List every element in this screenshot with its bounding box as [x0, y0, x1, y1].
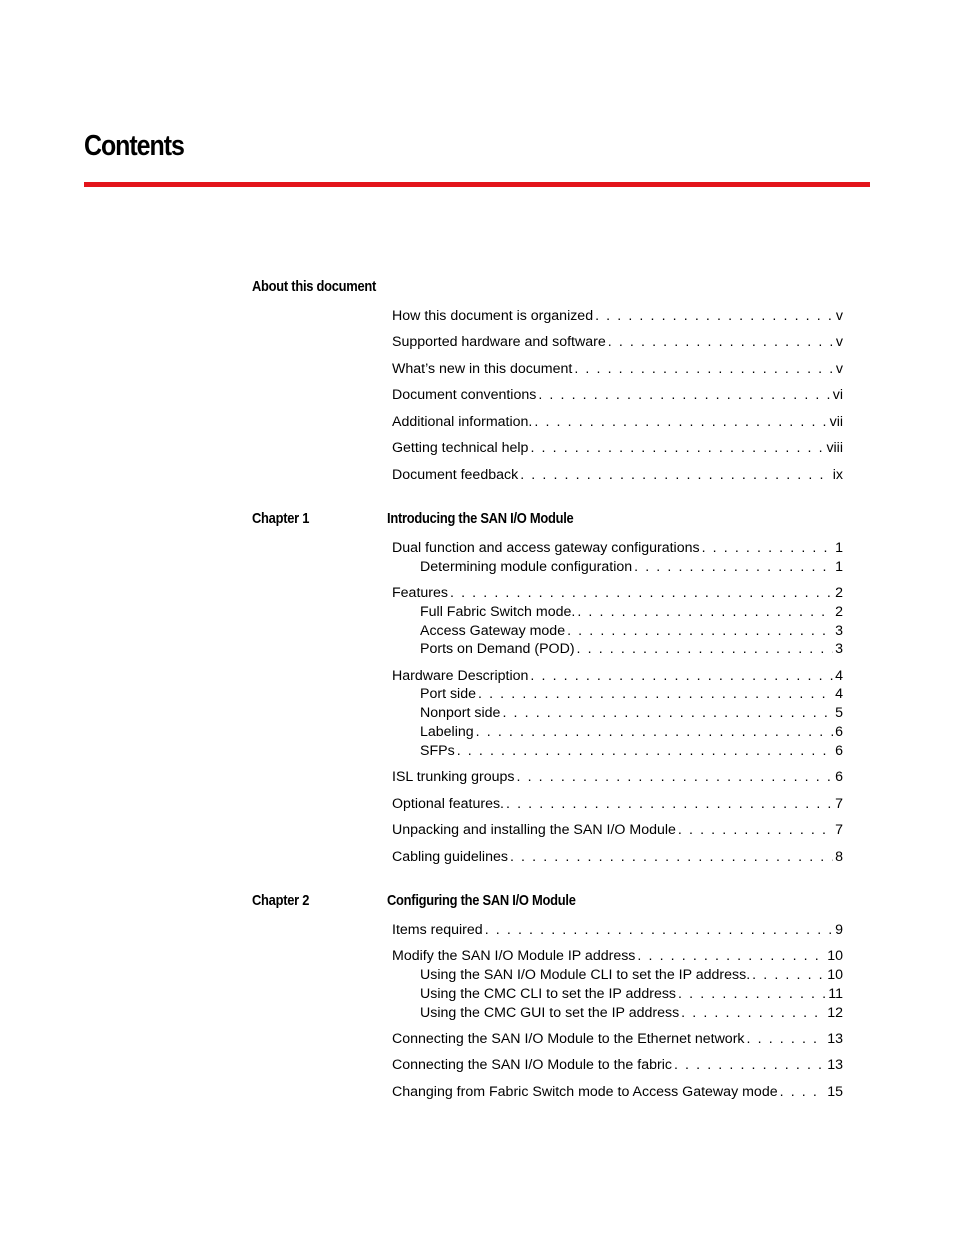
toc-entry[interactable] [392, 440, 843, 458]
toc-leader [567, 623, 833, 639]
toc-entry[interactable] [392, 822, 843, 840]
toc-leader [450, 585, 833, 601]
toc-entry-text: Unpacking and installing the SAN I/O Module [392, 822, 676, 838]
toc-page: 1 [835, 540, 843, 556]
toc-entry[interactable] [392, 467, 843, 485]
toc-page: v [835, 361, 843, 377]
toc-entry-text: Nonport side [420, 705, 501, 721]
toc-page: 10 [827, 948, 843, 964]
toc-page: ix [832, 467, 843, 483]
toc-page: 3 [835, 623, 843, 639]
toc-entry-text: Cabling guidelines [392, 849, 508, 865]
toc-entry[interactable] [392, 796, 843, 814]
toc-page: v [835, 308, 843, 324]
about-heading: About this document [252, 278, 377, 295]
toc-entry[interactable] [420, 641, 843, 659]
toc-leader [478, 686, 833, 702]
chapter-label: Chapter 2 [252, 892, 310, 909]
toc-entry-text: Changing from Fabric Switch mode to Access Gateway mode [392, 1084, 778, 1100]
toc-page: 10 [827, 967, 843, 983]
toc-page: 7 [835, 796, 843, 812]
chapter-title: Configuring the SAN I/O Module [387, 892, 576, 909]
toc-page: 6 [835, 769, 843, 785]
toc-entry-text: Connecting the SAN I/O Module to the Ethernet network [392, 1031, 745, 1047]
toc-entry[interactable] [392, 849, 843, 867]
toc-entry[interactable] [420, 724, 843, 742]
toc-entry[interactable] [392, 922, 843, 940]
toc-page: 13 [827, 1031, 843, 1047]
toc-entry-text: Connecting the SAN I/O Module to the fabric [392, 1057, 672, 1073]
toc-entry[interactable] [392, 540, 843, 558]
toc-leader [520, 467, 831, 483]
toc-entry[interactable] [392, 585, 843, 603]
toc-page: viii [826, 440, 843, 456]
toc-entry[interactable] [420, 743, 843, 761]
toc-entry-text: Using the CMC GUI to set the IP address [420, 1005, 680, 1021]
toc-entry-text: Determining module configuration [420, 559, 633, 575]
toc-page: 5 [835, 705, 843, 721]
toc-leader [517, 769, 834, 785]
toc-page: 8 [835, 849, 843, 865]
toc-page: 11 [828, 986, 843, 1002]
toc-entry-text: SFPs [420, 743, 455, 759]
toc-leader [534, 414, 827, 430]
toc-entry[interactable] [420, 604, 843, 622]
toc-entry-text: Full Fabric Switch mode. [420, 604, 576, 620]
toc-entry-text: Ports on Demand (POD) [420, 641, 575, 657]
toc-page: 9 [835, 922, 843, 938]
toc-leader [530, 440, 824, 456]
toc-entry[interactable] [392, 948, 843, 966]
toc-entry-text: Document conventions [392, 387, 537, 403]
toc-entry[interactable] [420, 1005, 843, 1023]
toc-page: 4 [835, 668, 843, 684]
toc-entry-text: Access Gateway mode [420, 623, 566, 639]
toc-leader [608, 334, 834, 350]
toc-page: 4 [835, 686, 843, 702]
page-title: Contents [84, 130, 184, 162]
toc-entry[interactable] [392, 1031, 843, 1049]
toc-leader [485, 922, 833, 938]
toc-leader [595, 308, 834, 324]
toc-entry-text: Hardware Description [392, 668, 529, 684]
toc-entry-text: Using the SAN I/O Module CLI to set the IP address. [420, 967, 751, 983]
toc-leader [506, 796, 833, 812]
toc-leader [674, 1057, 825, 1073]
toc-entry-text: Modify the SAN I/O Module IP address [392, 948, 636, 964]
toc-entry-text: Labeling [420, 724, 474, 740]
chapter-title: Introducing the SAN I/O Module [387, 510, 574, 527]
toc-leader [681, 1005, 825, 1021]
toc-page: vii [829, 414, 843, 430]
toc-entry[interactable] [392, 361, 843, 379]
toc-page: v [835, 334, 843, 350]
toc-entry-text: Items required [392, 922, 483, 938]
toc-page: 2 [835, 604, 843, 620]
toc-leader [577, 604, 833, 620]
toc-entry[interactable] [392, 308, 843, 326]
toc-leader [637, 948, 825, 964]
toc-entry-text: Port side [420, 686, 476, 702]
toc-leader [752, 967, 825, 983]
toc-page: 6 [835, 724, 843, 740]
toc-entry[interactable] [420, 623, 843, 641]
toc-leader [780, 1084, 826, 1100]
toc-page: 15 [827, 1084, 843, 1100]
toc-entry[interactable] [392, 1084, 843, 1102]
title-rule [84, 182, 870, 187]
toc-entry[interactable] [420, 686, 843, 704]
toc-entry-text: Optional features. [392, 796, 504, 812]
toc-entry[interactable] [392, 334, 843, 352]
toc-entry[interactable] [420, 559, 843, 577]
toc-entry[interactable] [420, 986, 843, 1004]
toc-page: 1 [835, 559, 843, 575]
toc-entry-text: How this document is organized [392, 308, 594, 324]
toc-leader [530, 668, 833, 684]
toc-page: 2 [835, 585, 843, 601]
toc-leader [538, 387, 830, 403]
toc-entry[interactable] [392, 1057, 843, 1075]
toc-entry-text: Dual function and access gateway configurations [392, 540, 700, 556]
toc-leader [678, 986, 826, 1002]
toc-page: 6 [835, 743, 843, 759]
toc-entry[interactable] [420, 967, 843, 985]
toc-leader [678, 822, 833, 838]
toc-page: vi [832, 387, 843, 403]
toc-entry-text: Using the CMC CLI to set the IP address [420, 986, 677, 1002]
toc-entry-text: ISL trunking groups [392, 769, 515, 785]
toc-entry-text: Supported hardware and software [392, 334, 606, 350]
toc-entry[interactable] [392, 414, 843, 432]
toc-entry-text: Document feedback [392, 467, 519, 483]
toc-entry[interactable] [392, 769, 843, 787]
toc-leader [702, 540, 834, 556]
toc-entry-text: Getting technical help [392, 440, 529, 456]
toc-entry[interactable] [392, 387, 843, 405]
toc-entry-text: What’s new in this document [392, 361, 573, 377]
toc-leader [634, 559, 833, 575]
toc-entry[interactable] [420, 705, 843, 723]
chapter-label: Chapter 1 [252, 510, 310, 527]
toc-entry-text: Features [392, 585, 448, 601]
toc-page: 3 [835, 641, 843, 657]
toc-leader [457, 743, 833, 759]
toc-page: 7 [835, 822, 843, 838]
toc-page: 13 [827, 1057, 843, 1073]
toc-leader [577, 641, 834, 657]
toc-page: 12 [827, 1005, 843, 1021]
toc-leader [747, 1031, 826, 1047]
toc-leader [574, 361, 834, 377]
toc-leader [510, 849, 833, 865]
toc-entry[interactable] [392, 668, 843, 686]
toc-entry-text: Additional information. [392, 414, 533, 430]
toc-leader [502, 705, 833, 721]
toc-leader [476, 724, 833, 740]
